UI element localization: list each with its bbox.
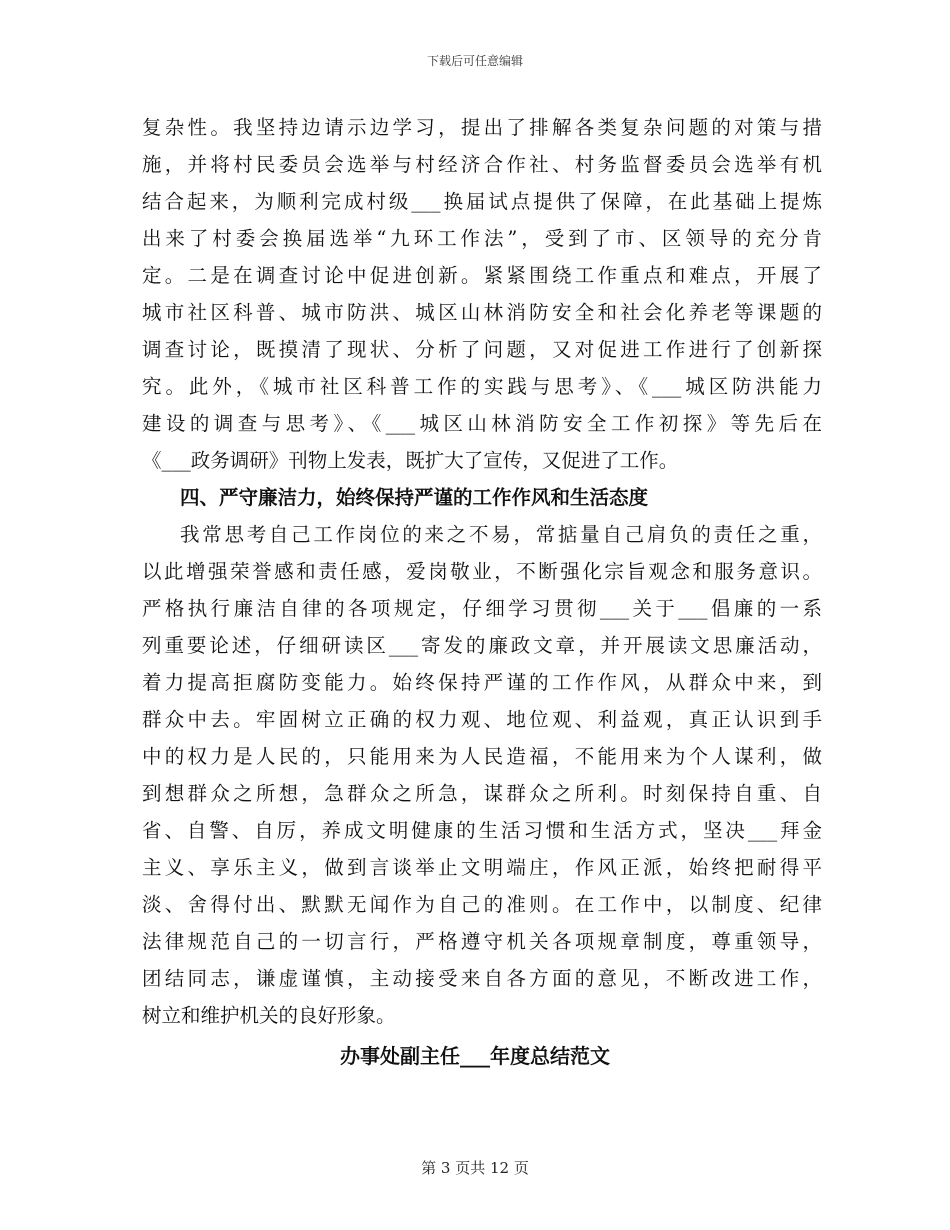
- paragraph-line: 究。此外，《城市社区科普工作的实践与思考》、《___城区防洪能力: [142, 375, 822, 398]
- paragraph-line: 淡、舍得付出、默默无闻作为自己的准则。在工作中，以制度、纪律: [142, 893, 822, 916]
- paragraph-line: 法律规范自己的一切言行，严格遵守机关各项规章制度，尊重领导，: [142, 930, 822, 953]
- document-title: 办事处副主任___年度总结范文: [340, 1044, 610, 1068]
- paragraph-line: 城市社区科普、城市防洪、城区山林消防安全和社会化养老等课题的: [142, 301, 822, 324]
- paragraph-line: 施，并将村民委员会选举与村经济合作社、村务监督委员会选举有机: [142, 153, 822, 176]
- paragraph-line: 群众中去。牢固树立正确的权力观、地位观、利益观，真正认识到手: [142, 708, 822, 731]
- paragraph-line: 团结同志，谦虚谨慎，主动接受来自各方面的意见，不断改进工作，: [142, 967, 822, 990]
- page-header: 下载后可任意编辑: [426, 54, 523, 68]
- paragraph-line: 省、自警、自厉，养成文明健康的生活习惯和生活方式，坚决___拜金: [142, 819, 822, 842]
- paragraph-line: 建设的调查与思考》、《___城区山林消防安全工作初探》等先后在: [142, 412, 822, 435]
- paragraph-line: 以此增强荣誉感和责任感，爱岗敬业，不断强化宗旨观念和服务意识。: [142, 560, 822, 583]
- paragraph-line: 结合起来，为顺利完成村级___换届试点提供了保障，在此基础上提炼: [142, 190, 822, 213]
- paragraph-line: 列重要论述，仔细研读区___寄发的廉政文章，并开展读文思廉活动，: [142, 634, 822, 657]
- paragraph-line: 复杂性。我坚持边请示边学习，提出了排解各类复杂问题的对策与措: [142, 116, 822, 139]
- paragraph-line: 我常思考自己工作岗位的来之不易，常掂量自己肩负的责任之重，: [180, 523, 822, 546]
- paragraph-line: 出来了村委会换届选举“九环工作法”，受到了市、区领导的充分肯: [142, 227, 822, 250]
- page-number: 第 3 页共 12 页: [421, 1159, 529, 1177]
- paragraph-line: 着力提高拒腐防变能力。始终保持严谨的工作作风，从群众中来，到: [142, 671, 822, 694]
- paragraph-line: 定。二是在调查讨论中促进创新。紧紧围绕工作重点和难点，开展了: [142, 264, 822, 287]
- paragraph-line: 严格执行廉洁自律的各项规定，仔细学习贯彻___关于___倡廉的一系: [142, 597, 822, 620]
- paragraph-line: 中的权力是人民的，只能用来为人民造福，不能用来为个人谋利，做: [142, 745, 822, 768]
- paragraph-line: 《___政务调研》刊物上发表，既扩大了宣传，又促进了工作。: [142, 449, 679, 472]
- paragraph-line: 到想群众之所想，急群众之所急，谋群众之所利。时刻保持自重、自: [142, 782, 822, 805]
- section-heading: 四、严守廉洁力，始终保持严谨的工作作风和生活态度: [180, 486, 649, 509]
- paragraph-line: 调查讨论，既摸清了现状、分析了问题，又对促进工作进行了创新探: [142, 338, 822, 361]
- paragraph-line: 树立和维护机关的良好形象。: [142, 1004, 396, 1027]
- paragraph-line: 主义、享乐主义，做到言谈举止文明端庄，作风正派，始终把耐得平: [142, 856, 822, 879]
